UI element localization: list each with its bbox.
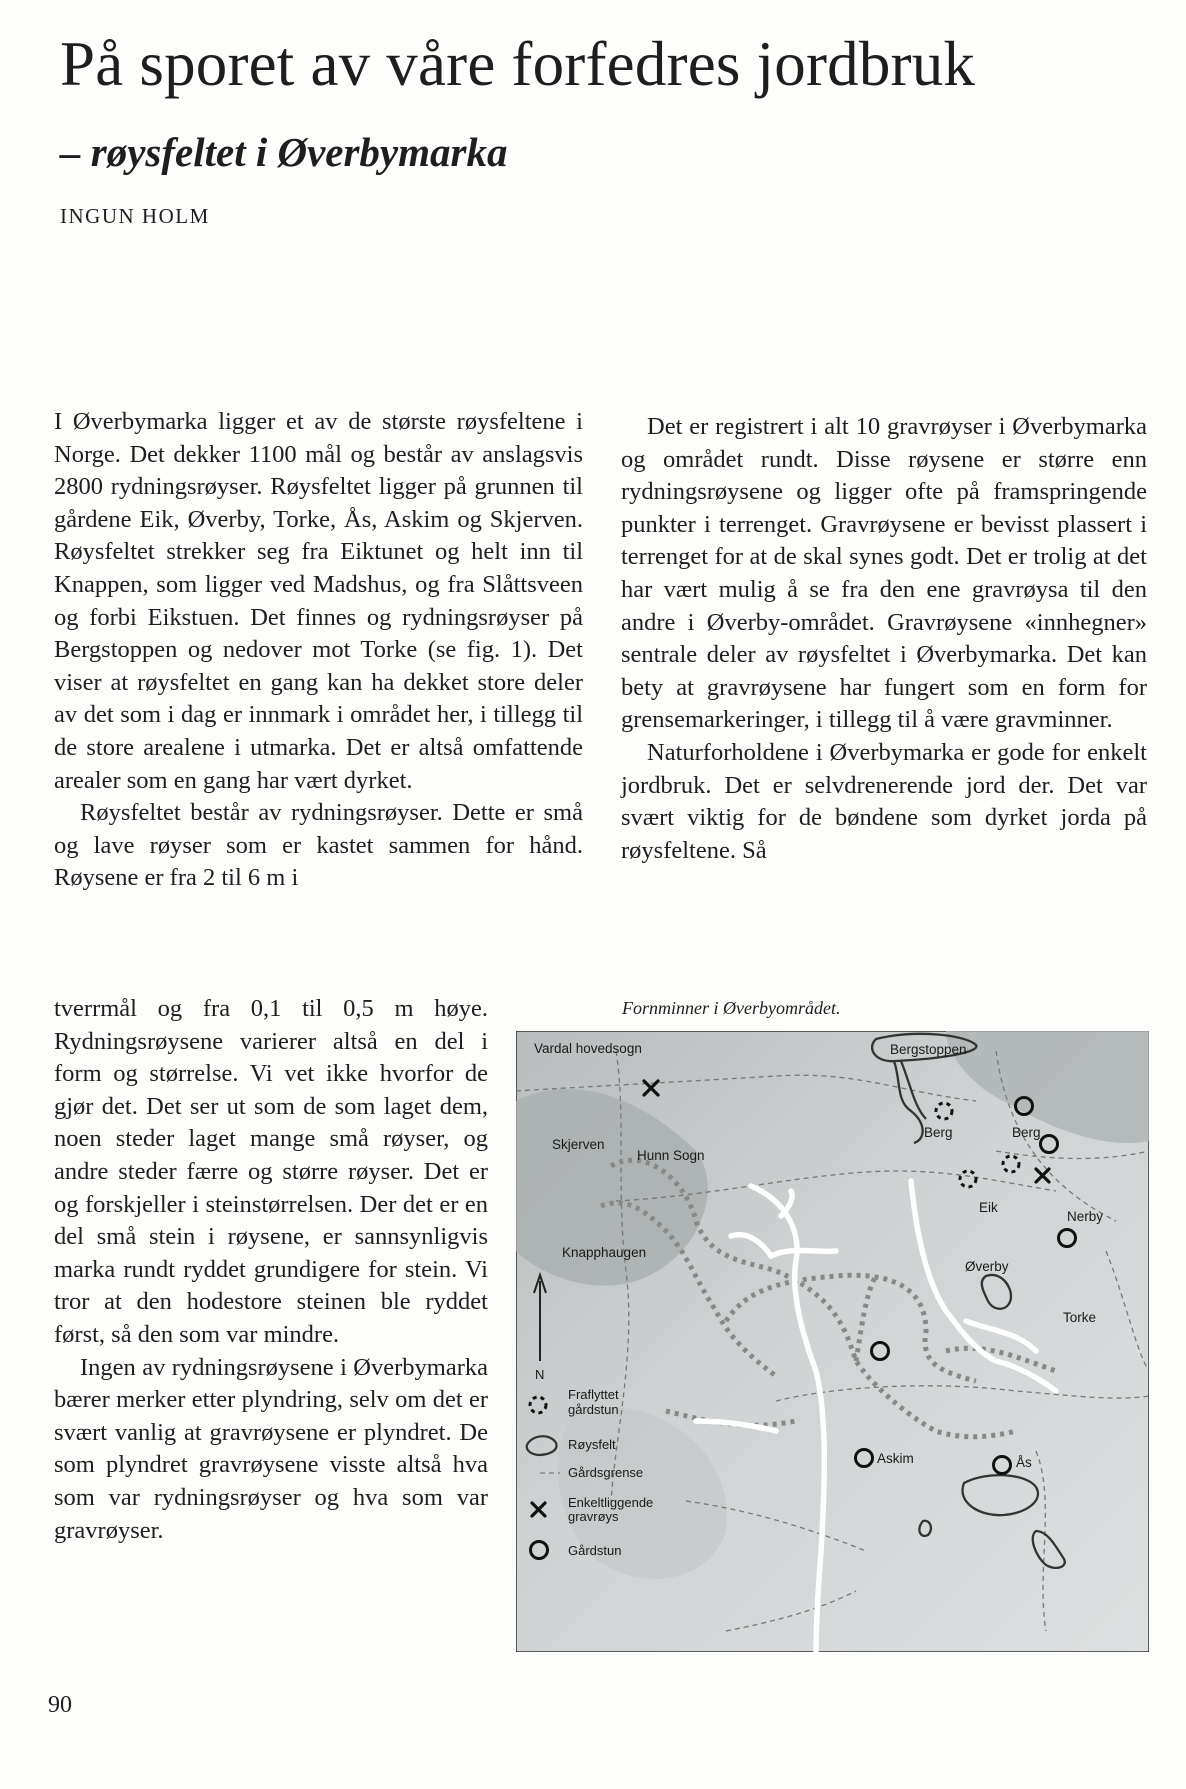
article-title: På sporet av våre forfedres jordbruk bbox=[60, 29, 976, 99]
north-label: N bbox=[535, 1367, 545, 1382]
legend-label: Fraflyttet bbox=[568, 1387, 619, 1402]
paragraph: Naturforholdene i Øverbymarka er gode for enkelt jordbruk. Det er selvdrenerende jord der. Det var svært viktig for de bøndene som dyrket jorda på røysfeltene. Så bbox=[621, 738, 1147, 864]
site-map-figure bbox=[516, 1031, 1149, 1652]
paragraph: tverrmål og fra 0,1 til 0,5 m høye. Rydningsrøysene varierer altså en del i form og størrelse. Vi vet ikke hvorfor de gjør det. Det ser ut som de som laget dem, noen steder laget mange små røyser, og andre steder færre og større røyser. Det er og forskjeller i steinstørrelsen. Der det er en del små stein i røysene, er sannsynligvis marka rundt ryddet grundigere for stein. Vi tror at den hodestore steinen ble ryddet først, så den som var mindre. bbox=[54, 995, 488, 1348]
map-label: Berg bbox=[924, 1125, 953, 1140]
map-label: Vardal hovedsogn bbox=[534, 1041, 642, 1056]
map-label: Bergstoppen bbox=[890, 1042, 967, 1057]
map-label: Øverby bbox=[965, 1259, 1009, 1274]
map-label: Ås bbox=[1016, 1455, 1032, 1470]
paragraph: I Øverbymarka ligger et av de største røysfeltene i Norge. Det dekker 1100 mål og består av anslagsvis 2800 rydningsrøyser. Røysfeltet ligger på grunnen til gårdene Eik, Øverby, Torke, Ås, Askim og Skjerven. Røysfeltet strekker seg fra Eiktunet og helt inn til Knappen, som ligger ved Madshus, og fra Slåttsveen og forbi Eikstuen. Det finnes og rydningsrøyser på Bergstoppen og nedover mot Torke (se fig. 1). Det viser at røysfeltet en gang kan ha dekket store deler av det som i dag er innmark i området her, i tillegg til de store arealene i utmarka. Det er altså omfattende arealer som en gang har vært dyrket. bbox=[54, 408, 583, 794]
map-label: Askim bbox=[877, 1451, 914, 1466]
map-label: Hunn Sogn bbox=[637, 1148, 705, 1163]
legend-label: Røysfelt bbox=[568, 1437, 616, 1452]
article-subtitle: – røysfeltet i Øverbymarka bbox=[60, 129, 508, 175]
map-label: Torke bbox=[1063, 1310, 1097, 1325]
legend-label: gårdstun bbox=[568, 1402, 619, 1417]
paragraph: Det er registrert i alt 10 gravrøyser i Øverbymarka og området rundt. Disse røysene er større enn rydningsrøysene og ligger ofte på framspringende punkter i terrenget. Gravrøysene er bevisst plassert i terrenget for at de skal synes godt. Det er trolig at det har vært mulig å se fra den ene gravrøysa til den andre i Øverby-området. Gravrøysene «innhegner» sentrale deler av røysfeltet i Øverbymarka. Det kan bety at gravrøysene har fungert som en form for grensemarkeringer, i tillegg til å være gravminner. bbox=[621, 413, 1147, 734]
page-number: 90 bbox=[48, 1692, 72, 1718]
map-label: Berg bbox=[1012, 1125, 1041, 1140]
legend-label: gravrøys bbox=[568, 1509, 619, 1524]
map-label: Eik bbox=[979, 1200, 998, 1215]
left-column-text bbox=[54, 406, 583, 895]
map-label: Nerby bbox=[1067, 1209, 1104, 1224]
map-graphic bbox=[516, 1031, 1149, 1652]
legend-label: Gårdsgrense bbox=[568, 1465, 644, 1480]
paragraph: Ingen av rydningsrøysene i Øverbymarka bærer merker etter plyndring, selv om det er svært vanlig at gravrøysene er plyndret. De som plyndret gravrøysene visste altså hva som var rydningsrøyser og hva som var gravrøyser. bbox=[54, 1353, 488, 1544]
right-column-text bbox=[621, 411, 1147, 867]
map-label: Knapphaugen bbox=[562, 1245, 647, 1260]
paragraph: Røysfeltet består av rydningsrøyser. Dette er små og lave røyser som er kastet sammen for hånd. Røysene er fra 2 til 6 m i bbox=[54, 799, 583, 892]
author-name: INGUN HOLM bbox=[60, 204, 210, 228]
left-column-text-continued bbox=[54, 993, 488, 1547]
map-label: Skjerven bbox=[552, 1137, 605, 1152]
figure-caption: Fornminner i Øverbyområdet. bbox=[622, 998, 841, 1018]
legend-label: Gårdstun bbox=[568, 1543, 622, 1558]
legend-label: Enkeltliggende bbox=[568, 1495, 654, 1510]
